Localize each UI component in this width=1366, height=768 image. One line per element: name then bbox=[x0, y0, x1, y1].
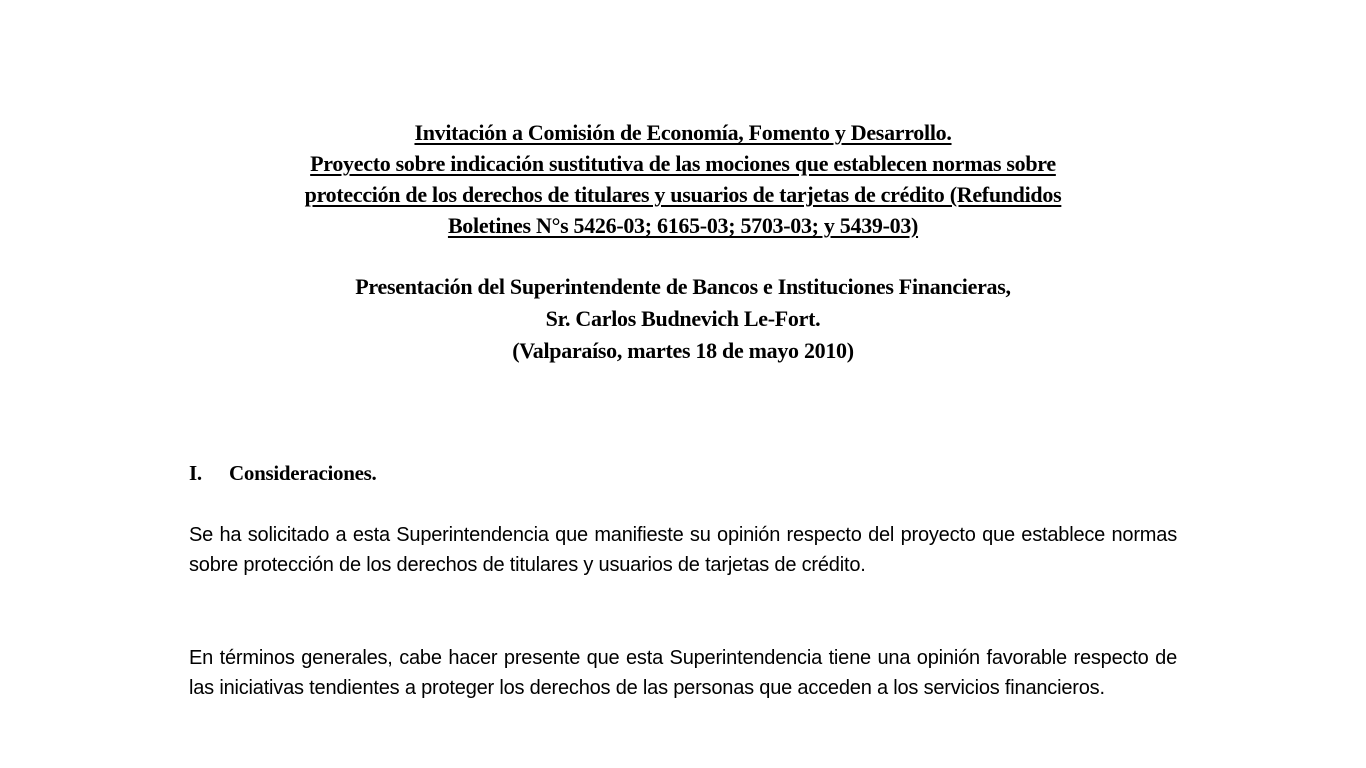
document-title bbox=[180, 117, 1186, 241]
title-line: protección de los derechos de titulares y usuarios de tarjetas de crédito (Refundidos bbox=[304, 182, 1062, 207]
title-line: Boletines N°s 5426-03; 6165-03; 5703-03; y 5439-03) bbox=[447, 213, 919, 238]
section-title: Consideraciones. bbox=[229, 461, 377, 485]
presenter-role: Presentación del Superintendente de Bancos e Instituciones Financieras, bbox=[355, 274, 1011, 299]
title-line: Invitación a Comisión de Economía, Fomento y Desarrollo. bbox=[414, 120, 952, 145]
presentation-info bbox=[180, 271, 1186, 367]
section-heading bbox=[189, 459, 376, 487]
presenter-name: Sr. Carlos Budnevich Le-Fort. bbox=[545, 306, 821, 331]
body-paragraph: En términos generales, cabe hacer presente que esta Superintendencia tiene una opinión favorable respecto de las iniciativas tendientes a proteger los derechos de las personas que acceden a los servicios financieros. bbox=[189, 647, 1177, 699]
presentation-date-location: (Valparaíso, martes 18 de mayo 2010) bbox=[512, 338, 854, 363]
body-paragraph: Se ha solicitado a esta Superintendencia que manifieste su opinión respecto del proyecto que establece normas sobre protección de los derechos de titulares y usuarios de tarjetas de crédito. bbox=[189, 524, 1177, 576]
title-line: Proyecto sobre indicación sustitutiva de las mociones que establecen normas sobre bbox=[310, 151, 1056, 176]
section-number: I. bbox=[189, 461, 202, 485]
